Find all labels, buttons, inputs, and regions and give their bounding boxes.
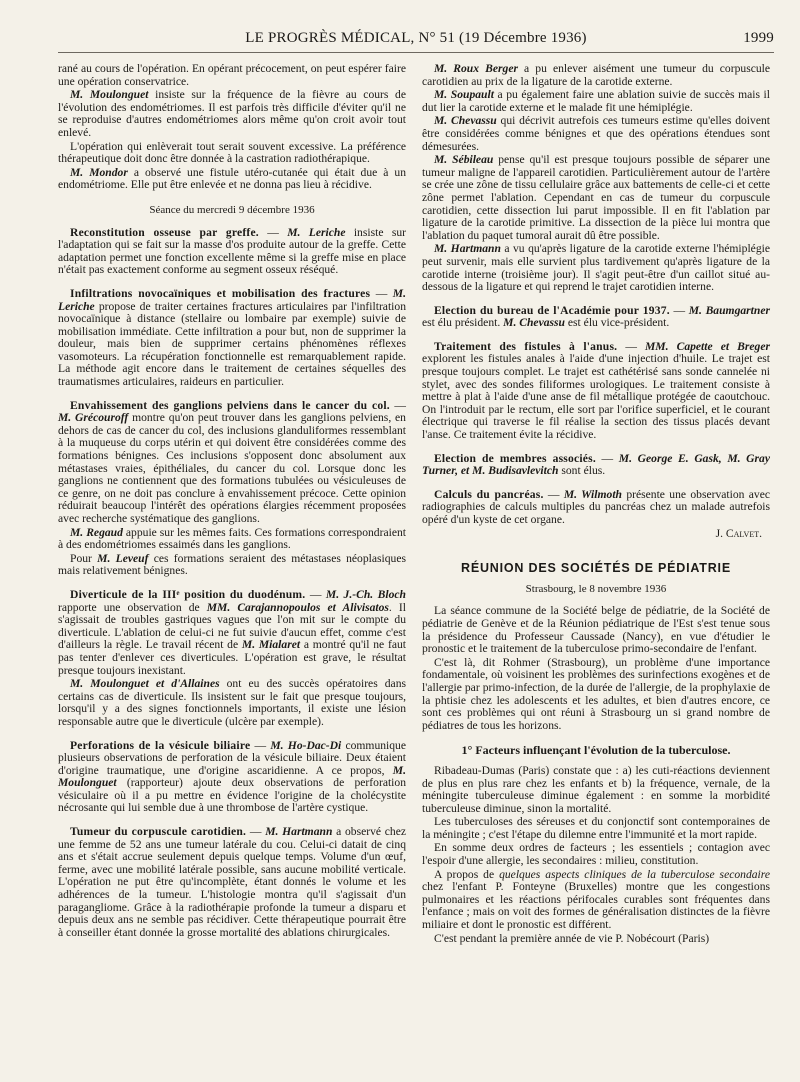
article-title: Perforations de la vésicule biliaire bbox=[70, 738, 251, 752]
article: Election de membres associés. — M. George E. Gask, M. Gray Turner, et M. Budisavlevitch sont élus. bbox=[422, 451, 770, 478]
paragraph: C'est là, dit Rohmer (Strasbourg), un problème d'une importance fondamentale, où voisinent les problèmes des surinfections exogènes et de l'allergie par primo-infection, de la durée de l'allergie, de la prophylaxie de la phtisie chez les adolescents et les adultes, et bien d'autres encore, ce sont ces problèmes qui ont réuni à Strasbourg un si grand nombre de pédiatres de tous les horizons. bbox=[422, 655, 770, 732]
paragraph-text: a pu enlever aisément une tumeur du corpuscule carotidien au prix de la ligature de la carotide externe. bbox=[422, 62, 771, 88]
paragraph-text: a vu qu'après ligature de la carotide externe l'hémiplégie peut survenir, mais elle survient plus tardivement qu'après ligature de la carotide interne (troisième jour). Il s'agit peut-être d'un caillot situé au-dessous de la ligature et qui reprend le trajet carotidien interne. bbox=[422, 242, 770, 294]
paragraph: L'opération qui enlèverait tout serait souvent excessive. La préférence thérapeutique doit donc être donnée à la castration radiothérapique. bbox=[58, 139, 406, 166]
author-name: M. Moulonguet et d'Allaines bbox=[70, 677, 220, 691]
paragraph-text: chez l'enfant P. Fonteyne (Bruxelles) montre que les congestions pulmonaires et les réactions périfocales curables sont fréquentes dans l'enfance ; mais on voit des formes de généralisation distinctes de la fièvre miliaire et dont le pronostic est différent. bbox=[422, 880, 770, 932]
author-name: M. Sébileau bbox=[434, 153, 494, 167]
paragraph: C'est pendant la première année de vie P. Nobécourt (Paris) bbox=[434, 931, 710, 945]
author-name: M. Baumgartner bbox=[688, 303, 770, 317]
author-name: M. Roux Berger bbox=[434, 62, 518, 75]
author-name: M. Leveuf bbox=[97, 551, 149, 565]
header-rule bbox=[58, 52, 774, 53]
author-name: M. George E. Gask, M. Gray Turner, et M. Budisavlevitch bbox=[422, 451, 770, 478]
article-title: Reconstitution osseuse par greffe. bbox=[70, 225, 259, 239]
right-column bbox=[422, 63, 770, 946]
paragraph: Ribadeau-Dumas (Paris) constate que : a) les cuti-réactions deviennent de plus en plus rare chez les enfants et b) la fréquence, vernale, de la méningite tuberculeuse diminue également : en somme la morbidité tuberculeuse diminue, sinon la mortalité. bbox=[422, 763, 770, 815]
article-text: est élu vice-président. bbox=[565, 316, 670, 330]
article: Diverticule de la IIIᵉ position du duodénum. — M. J.-Ch. Bloch rapporte une observation de MM. Carajannopoulos et Alivisatos. Il s'agissait de troubles gastriques vagues que l'on mit sur le compte du diverticule. L'ablation de celui-ci ne fut suivie d'aucun effet, comme c'est d'ailleurs la règle. Le travail récent de M. Mialaret a montré qu'il ne faut pas tenter d'enlever ces diverticules. L'opération est grave, le résultat presque toujours inexistant. bbox=[58, 587, 406, 677]
article: Reconstitution osseuse par greffe. — M. Leriche insiste sur l'adaptation qui se fait sur la masse d'os produite autour de la greffe. Cette adaptation permet une fonction excellente même si la greffe mise en place n'était pas exactement conforme au segment osseux réséqué. bbox=[58, 225, 406, 277]
article-text: sont élus. bbox=[558, 464, 606, 478]
author-name: M. Grécouroff bbox=[58, 411, 129, 425]
session-date: Séance du mercredi 9 décembre 1936 bbox=[149, 203, 315, 216]
paragraph-text: pense qu'il est presque toujours possible de séparer une tumeur maligne de l'appareil carotidien. Particulièrement autour de l'artère se crée une zône de tissu cellulaire grâce aux battements de celle-ci et cette zône permet l'ablation. Cependant en cas de tumeur du corpuscule carotidien, cette dissection lui parut impossible. Il en fit l'ablation par ligature de la carotide primitive. La dissection de la pièce lui montra que l'ablation du paquet tumoral aurait dû être possible. bbox=[422, 153, 770, 242]
author-name: MM. Carajannopoulos et Alivisatos bbox=[206, 600, 389, 614]
author-name: MM. Capette et Breger bbox=[645, 339, 770, 353]
article-text: a observé chez une femme de 52 ans une tumeur latérale du cou. Celui-ci datait de cinq ans et s'était accrue seulement depuis quelque temps. Volume d'un œuf, ferme, avec une mobilité latérale possible, sans aucune mobilité verticale. L'opération ne put être qu'incomplète, étant donnés le volume et les adhérences de la tumeur. L'histologie montra qu'il s'agissait d'un paragangliome. Grâce à la radiothérapie profonde la tumeur a disparu et depuis deux ans ne semble pas récidiver. Cette thérapeutique pourrait être à conseiller étant donnée la grosse mortalité des ablations chirurgicales. bbox=[58, 825, 407, 939]
author-name: M. Hartmann bbox=[265, 825, 333, 839]
subsection-heading: 1° Facteurs influençant l'évolution de la tuberculose. bbox=[461, 743, 731, 758]
paragraph-text: insiste sur la fréquence de la fièvre au cours de l'évolution des endométriomes. Il est parfois très difficile d'éviter qu'il ne se reproduise d'autres endométriomes alors même qu'on croit avoir tout enlevé. bbox=[58, 88, 406, 139]
paragraph-text: Pour bbox=[70, 551, 98, 565]
article-title: Tumeur du corpuscule carotidien. bbox=[70, 825, 247, 839]
article-text: . Il s'agissait de troubles gastriques vagues que l'on mit sur le compte du diverticule. L'ablation de celui-ci ne fut suivie d'aucun effet, comme c'est d'ailleurs la règle. Le travail récent de bbox=[58, 600, 406, 652]
article-title: Election du bureau de l'Académie pour 1937. bbox=[434, 303, 670, 317]
paragraph bbox=[422, 63, 770, 88]
paragraph-text: ces formations seraient des métastases néoplasiques mais relativement bénignes. bbox=[58, 551, 406, 578]
article-text: insiste sur l'adaptation qui se fait sur la masse d'os produite autour de la greffe. Cette adaptation permet une fonction excellente même si la greffe mise en place n'était pas exactement conforme au segment osseux réséqué. bbox=[58, 225, 406, 277]
left-column bbox=[58, 63, 406, 940]
paragraph-text: A propos de bbox=[434, 867, 500, 881]
article-text: montre qu'on peut trouver dans les ganglions pelviens, en dehors de cas de cancer du col, des inclusions glanduliformes ressemblant à la muqueuse du corps utérin et qui doivent être considérées comme des formations bénignes. Ces inclusions s'opposent donc absolument aux métastases vraies, épithéliales, du cancer du col. Lorsque donc les ganglions ne contiennent que des formations tubulées ou vésiculeuses de ce genre, on ne doit pas conclure à envahissement précoce. Cette opinion réduirait beaucoup l'intérêt des opérations élargies récemment proposées avec recherche systématique des ganglions. bbox=[58, 411, 406, 525]
paragraph bbox=[58, 89, 406, 139]
paragraph-text: appuie sur les mêmes faits. Ces formations correspondraient à des endométriomes essaimés dans les ganglions. bbox=[58, 525, 406, 552]
italic-title: quelques aspects cliniques de la tuberculose secondaire bbox=[499, 867, 771, 881]
article-title: Traitement des fistules à l'anus. bbox=[434, 339, 618, 353]
author-name: M. Mialaret bbox=[241, 638, 301, 652]
article: Envahissement des ganglions pelviens dans le cancer du col. — M. Grécouroff montre qu'on peut trouver dans les ganglions pelviens, en dehors de cas de cancer du col, des inclusions glanduliformes ressemblant à la muqueuse du corps utérin et qui doivent être considérées comme des formations bénignes. Ces inclusions s'opposent donc absolument aux métastases vraies, épithéliales, du cancer du col. Lorsque donc les ganglions ne contiennent que des formations tubulées ou vésiculeuses de ce genre, on ne doit pas conclure à envahissement précoce. Cette opinion réduirait beaucoup l'intérêt des opérations élargies récemment proposées avec recherche systématique des ganglions. bbox=[58, 398, 406, 525]
paragraph-text: a observé une fistule utéro-cutanée qui était due à un endométriome. Elle put être enlevée et ne donna pas lieu à récidive. bbox=[58, 165, 407, 192]
article: Traitement des fistules à l'anus. — MM. Capette et Breger explorent les fistules anales à l'aide d'une injection d'huile. Le trajet est presque toujours complet. Le trajet est cathétérisé sans sonde cannelée ni stylet, avec des sondes filiformes urologiques. Le traitement consiste à mettre à plat à l'aide d'une anse de fil métallique protégée de caoutchouc. On l'introduit par le rectum, elle sort par l'orifice superficiel, et le courant électrique qui traverse le fil réalise la section des tissus placés devant l'anse. Ce traitement évite la récidive. bbox=[422, 339, 770, 442]
meeting-place-date: Strasbourg, le 8 novembre 1936 bbox=[525, 582, 667, 595]
paragraph bbox=[58, 678, 406, 728]
paragraph bbox=[58, 553, 406, 578]
article-text: communique plusieurs observations de perforation de la vésicule biliaire. Deux étaient d'origine traumatique, une d'origine ascaridienne. A ce propos, bbox=[58, 738, 406, 777]
paragraph bbox=[422, 154, 770, 242]
paragraph-text: ont eu des succès opératoires dans certains cas de diverticule. Ils insistent sur le fait que presque toujours, lorsqu'il y a des signes fonctionnels importants, il existe une lésion responsable autre que le diverticule (ulcère par exemple). bbox=[58, 677, 406, 728]
article-text: a montré qu'il ne faut pas tenter d'enlever ces diverticules. L'opération est grave, le résultat presque toujours inexistant. bbox=[58, 638, 406, 677]
author-name: M. Wilmoth bbox=[563, 487, 622, 501]
paragraph bbox=[422, 869, 770, 932]
running-header bbox=[58, 30, 774, 48]
paragraph: Les tuberculoses des séreuses et du conjonctif sont contemporaines de la méningite ; c'est l'étape du dilemne entre l'immunité et la mort rapide. bbox=[422, 815, 770, 841]
author-name: M. Leriche bbox=[287, 225, 346, 239]
author-name: M. Leriche bbox=[58, 286, 407, 313]
paragraph-text: qui décrivit autrefois ces tumeurs estime qu'elles doivent être considérées comme bénignes et que des opérations étendues sont démesurées. bbox=[422, 114, 770, 153]
author-name: M. Mondor bbox=[70, 165, 128, 179]
paragraph bbox=[422, 115, 770, 153]
paragraph: En somme deux ordres de facteurs ; les essentiels ; contagion avec l'espoir d'une allergie, les secondaires : milieu, constitution. bbox=[422, 841, 770, 868]
author-name: M. Moulonguet bbox=[58, 763, 406, 790]
article: Tumeur du corpuscule carotidien. — M. Hartmann a observé chez une femme de 52 ans une tumeur latérale du cou. Celui-ci datait de cinq ans et s'était accrue seulement depuis quelque temps. Volume d'un œuf, ferme, avec une mobilité latérale possible, sans aucune mobilité verticale. L'opération ne put être qu'incomplète, étant donnés le volume et les adhérences de la tumeur. L'histologie montra qu'il s'agissait d'un paragangliome. Grâce à la radiothérapie profonde la tumeur a disparu et depuis deux ans ne semble pas récidiver. Cette thérapeutique pourrait être à conseiller étant donnée la grosse mortalité des ablations chirurgicales. bbox=[58, 825, 407, 939]
paragraph bbox=[58, 527, 406, 552]
paragraph bbox=[58, 167, 406, 192]
paragraph bbox=[422, 89, 770, 114]
author-name: M. J.-Ch. Bloch bbox=[325, 587, 406, 601]
article-text: propose de traiter certaines fractures articulaires par l'infiltration novocaïnique à distance (stellaire ou lombaire par exemple) suivie de mobilisation immédiate. Cette infiltration a pour but, non de supprimer la douleur, mais bien de supprimer certains phénomènes réflexes vasomoteurs. La récupération fonctionnelle est remarquablement rapide. La méthode agit encore dans le traitement de certaines séquelles des traumatismes articulaires, raideurs en particulier. bbox=[58, 299, 406, 389]
article: Infiltrations novocaïniques et mobilisation des fractures — M. Leriche propose de traiter certaines fractures articulaires par l'infiltration novocaïnique à distance (stellaire ou lombaire par exemple) suivie de mobilisation immédiate. Cette infiltration a pour but, non de supprimer la douleur, mais bien de supprimer certains phénomènes réflexes vasomoteurs. La récupération fonctionnelle est remarquablement rapide. La méthode agit encore dans le traitement de certaines séquelles des traumatismes articulaires, raideurs en particulier. bbox=[58, 286, 407, 389]
article-text: explorent les fistules anales à l'aide d'une injection d'huile. Le trajet est presque toujours complet. Le trajet est cathétérisé sans sonde cannelée ni stylet, avec des sondes filiformes urologiques. Le traitement consiste à mettre à plat à l'aide d'une anse de fil métallique protégée de caoutchouc. On l'introduit par le rectum, elle sort par l'orifice superficiel, et le courant électrique qui traverse le fil réalise la section des tissus placés devant l'anse. Ce traitement évite la récidive. bbox=[422, 352, 770, 442]
author-name: M. Hartmann bbox=[434, 242, 501, 256]
author-name: M. Chevassu bbox=[434, 114, 497, 128]
article-title: Diverticule de la IIIᵉ position du duodénum. bbox=[70, 587, 306, 601]
article-title: Calculs du pancréas. bbox=[434, 487, 544, 501]
author-name: M. Moulonguet bbox=[70, 88, 149, 102]
article-title: Infiltrations novocaïniques et mobilisation des fractures bbox=[70, 286, 371, 300]
article: Election du bureau de l'Académie pour 1937. — M. Baumgartner est élu président. M. Chevassu est élu vice-président. bbox=[422, 303, 770, 330]
paragraph: La séance commune de la Société belge de pédiatrie, de la Société de pédiatrie de Genève et de la Réunion pédiatrique de l'Est s'est tenue sous la présidence du Professeur Caussade (Nancy), en vue d'étudier le pronostic et le traitement de la tuberculose primo-secondaire de l'enfant. bbox=[422, 604, 770, 656]
paragraph bbox=[422, 243, 770, 293]
author-name: M. Regaud bbox=[70, 525, 123, 539]
article-title: Election de membres associés. bbox=[434, 451, 596, 465]
journal-title: LE PROGRÈS MÉDICAL, N° 51 (19 Décembre 1936) bbox=[245, 30, 587, 46]
page-number: 1999 bbox=[743, 30, 774, 46]
section-title: RÉUNION DES SOCIÉTÉS DE PÉDIATRIE bbox=[461, 561, 731, 576]
article: Perforations de la vésicule biliaire — M. Ho-Dac-Di communique plusieurs observations de perforation de la vésicule biliaire. Deux étaient d'origine traumatique, une d'origine ascaridienne. A ce propos, M. Moulonguet (rapporteur) ajoute deux observations de perforation vésiculaire où il a pu mettre en évidence l'origine de la cholécystite nécrosante qui lui semble due à une thrombose de l'artère cystique. bbox=[58, 738, 406, 815]
article-text: est élu président. bbox=[422, 316, 504, 330]
author-name: M. Soupault bbox=[434, 88, 494, 102]
author-name: M. Ho-Dac-Di bbox=[270, 738, 342, 752]
author-signature: J. Calvet. bbox=[715, 526, 762, 540]
article-text: présente une observation avec radiographies de calculs multiples du pancréas chez un malade autrefois opéré d'un kyste de cet organe. bbox=[422, 487, 770, 526]
article-text: rapporte une observation de bbox=[58, 600, 207, 614]
article: Calculs du pancréas. — M. Wilmoth présente une observation avec radiographies de calculs multiples du pancréas chez un malade autrefois opéré d'un kyste de cet organe. bbox=[422, 487, 770, 526]
paragraph: rané au cours de l'opération. En opérant précocement, on peut espérer faire une opération conservatrice. bbox=[58, 62, 406, 88]
paragraph-text: a pu également faire une ablation suivie de succès mais il dut lier la carotide externe et le malade fit une hémiplégie. bbox=[422, 88, 770, 114]
author-name: M. Chevassu bbox=[503, 316, 565, 330]
article-title: Envahissement des ganglions pelviens dans le cancer du col. bbox=[70, 398, 390, 412]
article-text: (rapporteur) ajoute deux observations de perforation vésiculaire où il a pu mettre en évidence l'origine de la cholécystite nécrosante qui lui semble due à une thrombose de l'artère cystique. bbox=[58, 776, 406, 815]
